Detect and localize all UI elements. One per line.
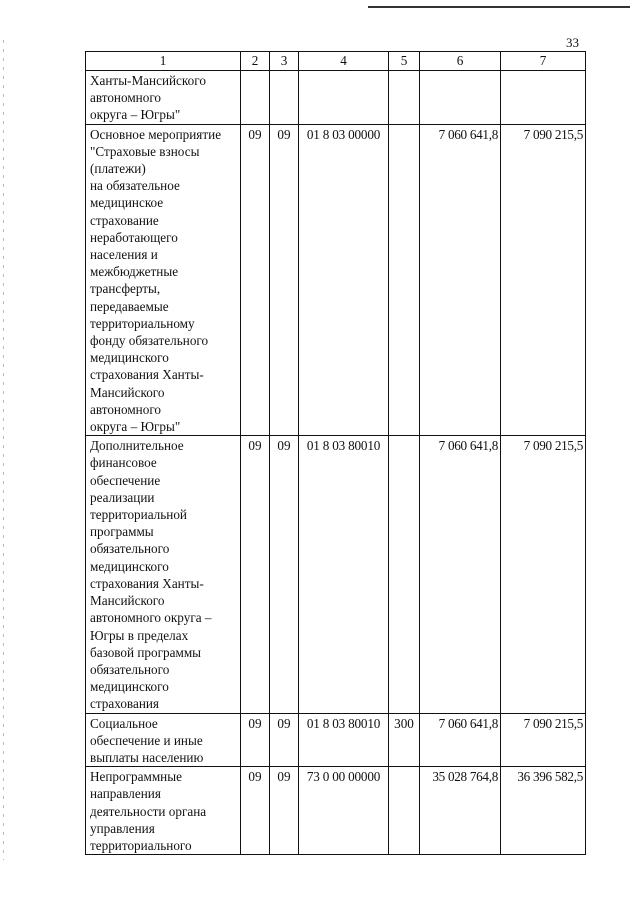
- row-name-line: территориальному: [90, 315, 195, 331]
- top-rule: [368, 6, 630, 8]
- row-name-line: выплаты населению: [90, 749, 204, 765]
- table-row: [86, 71, 586, 125]
- row-name-line: направления: [90, 786, 161, 802]
- target-code-cell: 01 8 03 80010: [299, 436, 389, 713]
- row-name-cell: [86, 713, 241, 767]
- row-name-line: обеспечение и иные: [90, 732, 203, 748]
- section-cell: 09: [241, 767, 270, 855]
- row-name-line: реализации: [90, 489, 155, 505]
- subsection-cell: 09: [270, 713, 299, 767]
- amount-year1-cell: [420, 71, 501, 125]
- amount-year2-cell: 36 396 582,5: [501, 767, 586, 855]
- section-cell: 09: [241, 124, 270, 436]
- row-name-line: Мансийского: [90, 384, 165, 400]
- budget-table: [85, 51, 586, 855]
- row-name-line: неработающего: [90, 229, 178, 245]
- row-name-line: на обязательное: [90, 178, 180, 194]
- header-col-2: 2: [241, 52, 270, 71]
- header-col-1: 1: [86, 52, 241, 71]
- row-name-line: фонду обязательного: [90, 333, 209, 349]
- expense-type-cell: 300: [389, 713, 420, 767]
- row-name-cell: [86, 767, 241, 855]
- row-name-line: территориальной: [90, 507, 187, 523]
- row-name-line: трансферты,: [90, 281, 161, 297]
- amount-year1-cell: 35 028 764,8: [420, 767, 501, 855]
- row-name-line: медицинское: [90, 195, 164, 211]
- header-col-4: 4: [299, 52, 389, 71]
- row-name-line: обязательного: [90, 541, 170, 557]
- subsection-cell: 09: [270, 767, 299, 855]
- row-name-cell: [86, 71, 241, 125]
- row-name-cell: [86, 436, 241, 713]
- row-name-line: управления: [90, 820, 155, 836]
- row-name-line: передаваемые: [90, 298, 169, 314]
- target-code-cell: 01 8 03 80010: [299, 713, 389, 767]
- row-name-line: страхования Ханты-: [90, 367, 204, 383]
- table-row: [86, 124, 586, 436]
- amount-year1-cell: 7 060 641,8: [420, 436, 501, 713]
- row-name-line: автономного: [90, 90, 162, 106]
- header-col-3: 3: [270, 52, 299, 71]
- amount-year1-cell: 7 060 641,8: [420, 124, 501, 436]
- expense-type-cell: [389, 767, 420, 855]
- row-name-line: Непрограммные: [90, 769, 182, 785]
- table-header-row: [86, 52, 586, 71]
- row-name-line: территориального: [90, 837, 192, 853]
- header-col-6: 6: [420, 52, 501, 71]
- row-name-cell: [86, 124, 241, 436]
- table-body: [86, 71, 586, 855]
- target-code-cell: 73 0 00 00000: [299, 767, 389, 855]
- table-row: [86, 767, 586, 855]
- subsection-cell: [270, 71, 299, 125]
- subsection-cell: 09: [270, 124, 299, 436]
- amount-year2-cell: [501, 71, 586, 125]
- expense-type-cell: [389, 124, 420, 436]
- row-name-line: (платежи): [90, 161, 146, 177]
- page-number: 33: [566, 35, 579, 50]
- row-name-line: округа – Югры": [90, 419, 181, 435]
- row-name-line: медицинского: [90, 679, 169, 695]
- row-name-line: Социальное: [90, 715, 158, 731]
- row-name-line: страхования: [90, 696, 159, 712]
- row-name-line: Основное мероприятие: [90, 126, 222, 142]
- amount-year1-cell: 7 060 641,8: [420, 713, 501, 767]
- section-cell: 09: [241, 713, 270, 767]
- amount-year2-cell: 7 090 215,5: [501, 124, 586, 436]
- row-name-line: медицинского: [90, 558, 169, 574]
- row-name-line: страхование: [90, 212, 159, 228]
- expense-type-cell: [389, 71, 420, 125]
- row-name-line: округа – Югры": [90, 107, 181, 123]
- row-name-line: программы: [90, 524, 154, 540]
- header-col-5: 5: [389, 52, 420, 71]
- target-code-cell: 01 8 03 00000: [299, 124, 389, 436]
- section-cell: [241, 71, 270, 125]
- row-name-line: населения и: [90, 247, 158, 263]
- row-name-line: страхования Ханты-: [90, 575, 204, 591]
- row-name-line: финансовое: [90, 455, 157, 471]
- section-cell: 09: [241, 436, 270, 713]
- header-col-7: 7: [501, 52, 586, 71]
- row-name-line: медицинского: [90, 350, 169, 366]
- row-name-line: обязательного: [90, 661, 170, 677]
- row-name-line: "Страховые взносы: [90, 143, 200, 159]
- row-name-line: Ханты-Мансийского: [90, 73, 206, 88]
- table-row: [86, 713, 586, 767]
- row-name-line: базовой программы: [90, 644, 202, 660]
- row-name-line: автономного округа –: [90, 610, 212, 626]
- row-name-line: деятельности органа: [90, 803, 207, 819]
- amount-year2-cell: 7 090 215,5: [501, 436, 586, 713]
- row-name-line: Мансийского: [90, 593, 165, 609]
- row-name-line: Дополнительное: [90, 438, 184, 454]
- row-name-line: Югры в пределах: [90, 627, 189, 643]
- row-name-line: обеспечение: [90, 472, 161, 488]
- row-name-line: автономного: [90, 401, 162, 417]
- target-code-cell: [299, 71, 389, 125]
- amount-year2-cell: 7 090 215,5: [501, 713, 586, 767]
- subsection-cell: 09: [270, 436, 299, 713]
- table-row: [86, 436, 586, 713]
- row-name-line: межбюджетные: [90, 264, 179, 280]
- scan-edge: [3, 40, 4, 860]
- expense-type-cell: [389, 436, 420, 713]
